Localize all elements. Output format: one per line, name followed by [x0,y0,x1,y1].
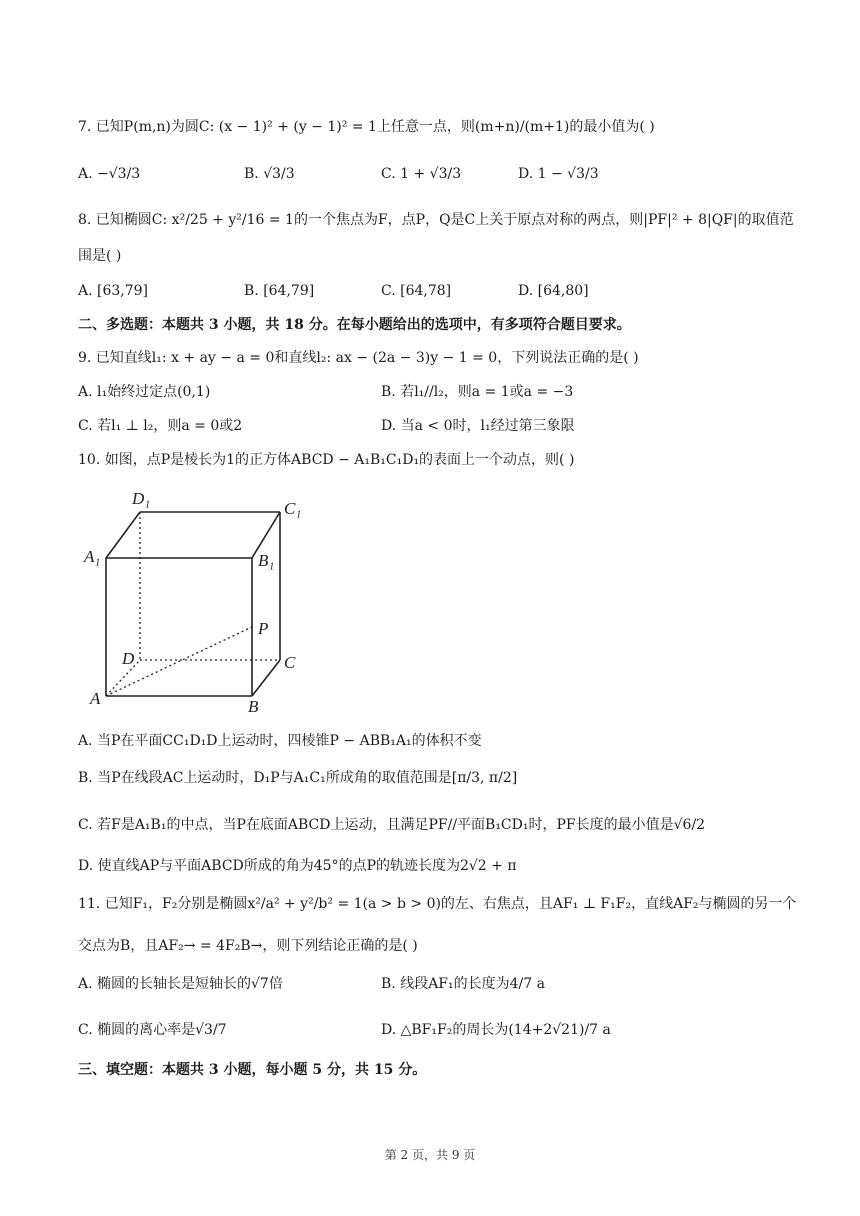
label-p: P [258,619,269,638]
label-b1: B₁ [258,551,275,570]
q7-option-d: D. 1 − √3/3 [518,166,599,182]
q10-option-d: D. 使直线AP与平面ABCD所成的角为45°的点P的轨迹长度为2√2 + π [78,858,517,874]
q8-stem-line1: 8. 已知椭圆C: x²/25 + y²/16 = 1的一个焦点为F，点P，Q是C上关于原点对称的两点，则|PF|² + 8|QF|的取值范 [78,212,794,228]
q7-option-c: C. 1 + √3/3 [381,166,462,182]
q9-option-d: D. 当a < 0时，l₁经过第三象限 [381,418,575,434]
q11-stem-line1: 11. 已知F₁，F₂分别是椭圆x²/a² + y²/b² = 1(a > b > 0)的左、右焦点，且AF₁ ⊥ F₁F₂，直线AF₂与椭圆的另一个 [78,896,797,912]
q8-option-c: C. [64,78] [381,283,452,299]
q11-option-d: D. △BF₁F₂的周长为(14+2√21)/7 a [381,1022,611,1038]
q11-stem-line2: 交点为B，且AF₂→ = 4F₂B→，则下列结论正确的是( ) [78,938,418,954]
label-c: C [284,653,296,672]
label-a: A [90,689,101,708]
q11-option-a: A. 椭圆的长轴长是短轴长的√7倍 [78,976,283,992]
cube-figure [78,482,318,722]
label-c1: C₁ [284,499,302,518]
page-footer: 第 2 页，共 9 页 [384,1148,476,1162]
q10-option-a: A. 当P在平面CC₁D₁D上运动时，四棱锥P − ABB₁A₁的体积不变 [78,733,482,749]
q9-option-c: C. 若l₁ ⊥ l₂，则a = 0或2 [78,418,243,434]
section-3-heading: 三、填空题：本题共 3 小题，每小题 5 分，共 15 分。 [78,1062,427,1078]
label-b: B [248,697,259,716]
q9-stem: 9. 已知直线l₁: x + ay − a = 0和直线l₂: ax − (2a − 3)y − 1 = 0，下列说法正确的是( ) [78,350,639,366]
q10-option-b: B. 当P在线段AC上运动时，D₁P与A₁C₁所成角的取值范围是[π/3, π/2] [78,770,518,786]
q9-option-a: A. l₁始终过定点(0,1) [78,384,211,400]
q8-option-d: D. [64,80] [518,283,589,299]
q9-option-b: B. 若l₁//l₂，则a = 1或a = −3 [381,384,574,400]
q10-stem: 10. 如图，点P是棱长为1的正方体ABCD − A₁B₁C₁D₁的表面上一个动点，则( ) [78,452,575,468]
label-a1: A₁ [84,547,101,566]
q10-option-c: C. 若F是A₁B₁的中点，当P在底面ABCD上运动，且满足PF//平面B₁CD₁时，PF长度的最小值是√6/2 [78,817,706,833]
q7-stem: 7. 已知P(m,n)为圆C: (x − 1)² + (y − 1)² = 1上任意一点，则(m+n)/(m+1)的最小值为( ) [78,119,655,135]
label-d: D [122,649,135,668]
q7-option-a: A. −√3/3 [78,166,141,182]
q7-option-b: B. √3/3 [244,166,295,182]
label-d1: D₁ [132,489,151,508]
section-2-heading: 二、多选题：本题共 3 小题，共 18 分。在每小题给出的选项中，有多项符合题目要求。 [78,317,631,333]
q11-option-b: B. 线段AF₁的长度为4/7 a [381,976,545,992]
q8-option-b: B. [64,79] [244,283,315,299]
q8-stem-line2: 围是( ) [78,248,122,264]
q11-option-c: C. 椭圆的离心率是√3/7 [78,1022,227,1038]
q8-option-a: A. [63,79] [78,283,149,299]
